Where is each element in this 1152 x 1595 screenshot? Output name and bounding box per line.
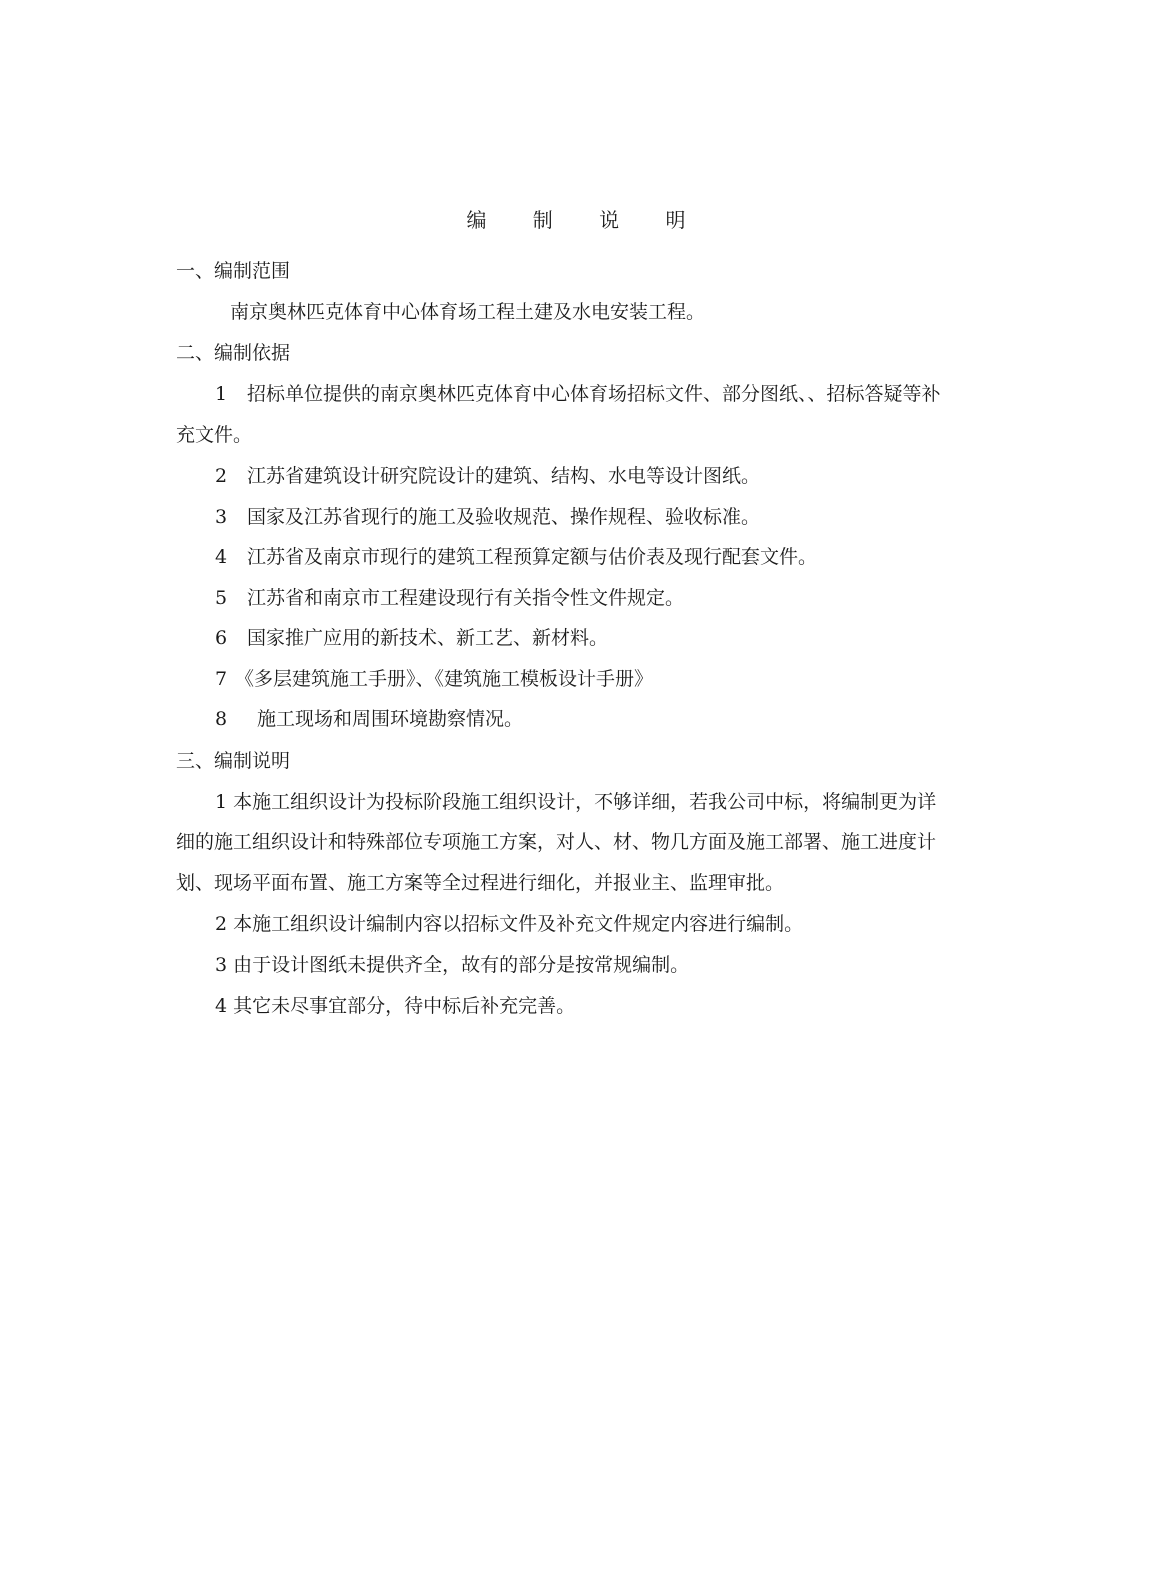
basis-item-number: 2 — [215, 465, 228, 487]
basis-item-number: 5 — [215, 587, 228, 609]
notes-item-2: 2 本施工组织设计编制内容以招标文件及补充文件规定内容进行编制。 — [215, 913, 804, 935]
notes-item-1-continuation-1: 细的施工组织设计和特殊部位专项施工方案，对人、材、物几方面及施工部署、施工进度计 — [176, 831, 937, 853]
basis-item-text: 施工现场和周围环境勘察情况。 — [257, 708, 524, 730]
basis-item-number: 8 — [215, 708, 228, 730]
basis-item-6 — [215, 625, 608, 651]
section-heading-basis: 二、编制依据 — [176, 342, 291, 364]
notes-item-1: 1 本施工组织设计为投标阶段施工组织设计，不够详细，若我公司中标，将编制更为详 — [215, 791, 937, 813]
notes-item-4: 4 其它未尽事宜部分，待中标后补充完善。 — [215, 995, 576, 1017]
basis-item-text: 《多层建筑施工手册》、《建筑施工模板设计手册》 — [235, 668, 654, 690]
basis-item-text: 招标单位提供的南京奥林匹克体育中心体育场招标文件、部分图纸、、招标答疑等补 — [247, 383, 941, 405]
basis-item-number: 3 — [215, 506, 228, 528]
basis-item-number: 1 — [215, 383, 228, 405]
basis-item-8 — [215, 706, 523, 732]
section-heading-scope: 一、编制范围 — [176, 260, 291, 282]
basis-item-number: 6 — [215, 627, 228, 649]
basis-item-text: 国家及江苏省现行的施工及验收规范、操作规程、验收标准。 — [247, 506, 761, 528]
section-heading-notes: 三、编制说明 — [176, 750, 291, 772]
basis-item-2 — [215, 463, 760, 489]
notes-item-3: 3 由于设计图纸未提供齐全，故有的部分是按常规编制。 — [215, 954, 690, 976]
page-title: 编 制 说 明 — [466, 208, 706, 232]
basis-item-1-continuation: 充文件。 — [176, 424, 253, 446]
basis-item-1 — [215, 381, 941, 407]
basis-item-7 — [215, 666, 653, 692]
basis-item-number: 4 — [215, 546, 228, 568]
basis-item-text: 国家推广应用的新技术、新工艺、新材料。 — [247, 627, 609, 649]
basis-item-4 — [215, 544, 817, 570]
scope-text: 南京奥林匹克体育中心体育场工程土建及水电安装工程。 — [230, 301, 706, 323]
basis-item-text: 江苏省及南京市现行的建筑工程预算定额与估价表及现行配套文件。 — [247, 546, 818, 568]
basis-item-3 — [215, 504, 760, 530]
basis-item-5 — [215, 585, 684, 611]
basis-item-number: 7 — [215, 668, 228, 690]
basis-item-text: 江苏省和南京市工程建设现行有关指令性文件规定。 — [247, 587, 685, 609]
basis-item-text: 江苏省建筑设计研究院设计的建筑、结构、水电等设计图纸。 — [247, 465, 761, 487]
notes-item-1-continuation-2: 划、现场平面布置、施工方案等全过程进行细化，并报业主、监理审批。 — [176, 872, 785, 894]
